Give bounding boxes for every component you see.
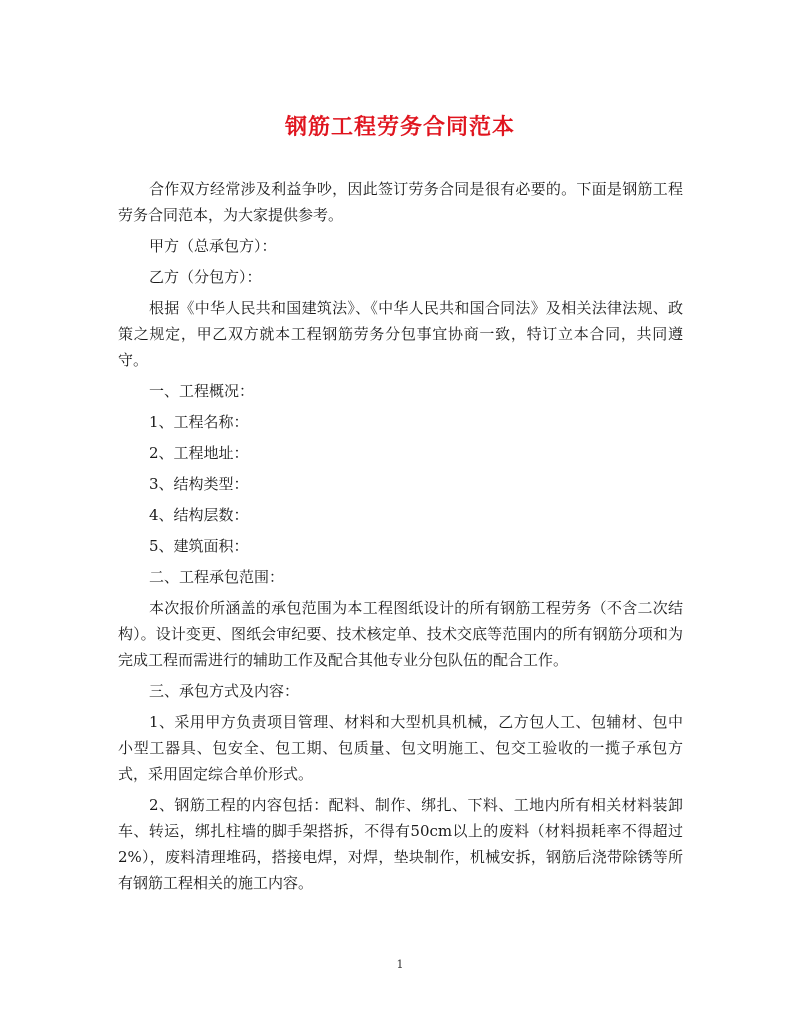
paragraph-intro: 合作双方经常涉及利益争吵，因此签订劳务合同是很有必要的。下面是钢筋工程劳务合同范本，为大家提供参考。 [118,180,683,224]
section-heading-scope: 二、工程承包范围： [149,568,285,586]
paragraph-method-2: 2、钢筋工程的内容包括：配料、制作、绑扎、下料、工地内所有相关材料装卸车、转运，绑扎柱墙的脚手架搭拆，不得有50cm以上的废料（材料损耗率不得超过2%），废料清理堆码，搭接电焊，对焊，垫块制作，机械安拆，钢筋后浇带除锈等所有钢筋工程相关的施工内容。 [118,796,683,892]
item-project-address: 2、工程地址： [149,444,249,462]
paragraph-scope: 本次报价所涵盖的承包范围为本工程图纸设计的所有钢筋工程劳务（不含二次结构）。设计变更、图纸会审纪要、技术核定单、技术交底等范围内的所有钢筋分项和为完成工程而需进行的辅助工作及配合其他专业分包队伍的配合工作。 [118,599,683,669]
paragraph-party-b: 乙方（分包方）： [149,268,262,286]
section-heading-method: 三、承包方式及内容： [149,682,300,700]
page-number: 1 [396,958,404,971]
paragraph-legal-basis: 根据《中华人民共和国建筑法》、《中华人民共和国合同法》及相关法律法规、政策之规定，甲乙双方就本工程钢筋劳务分包事宜协商一致，特订立本合同，共同遵守。 [118,299,683,369]
item-structure-floors: 4、结构层数： [149,506,249,524]
item-building-area: 5、建筑面积： [149,537,249,555]
paragraph-party-a: 甲方（总承包方）： [149,237,277,255]
paragraph-method-1: 1、采用甲方负责项目管理、材料和大型机具机械，乙方包人工、包辅材、包中小型工器具、包安全、包工期、包质量、包文明施工、包交工验收的一揽子承包方式，采用固定综合单价形式。 [118,713,683,783]
document-title: 钢筋工程劳务合同范本 [284,114,515,140]
item-project-name: 1、工程名称： [149,413,249,431]
section-heading-overview: 一、工程概况： [149,382,255,400]
item-structure-type: 3、结构类型： [149,475,249,493]
document-body [118,176,683,901]
